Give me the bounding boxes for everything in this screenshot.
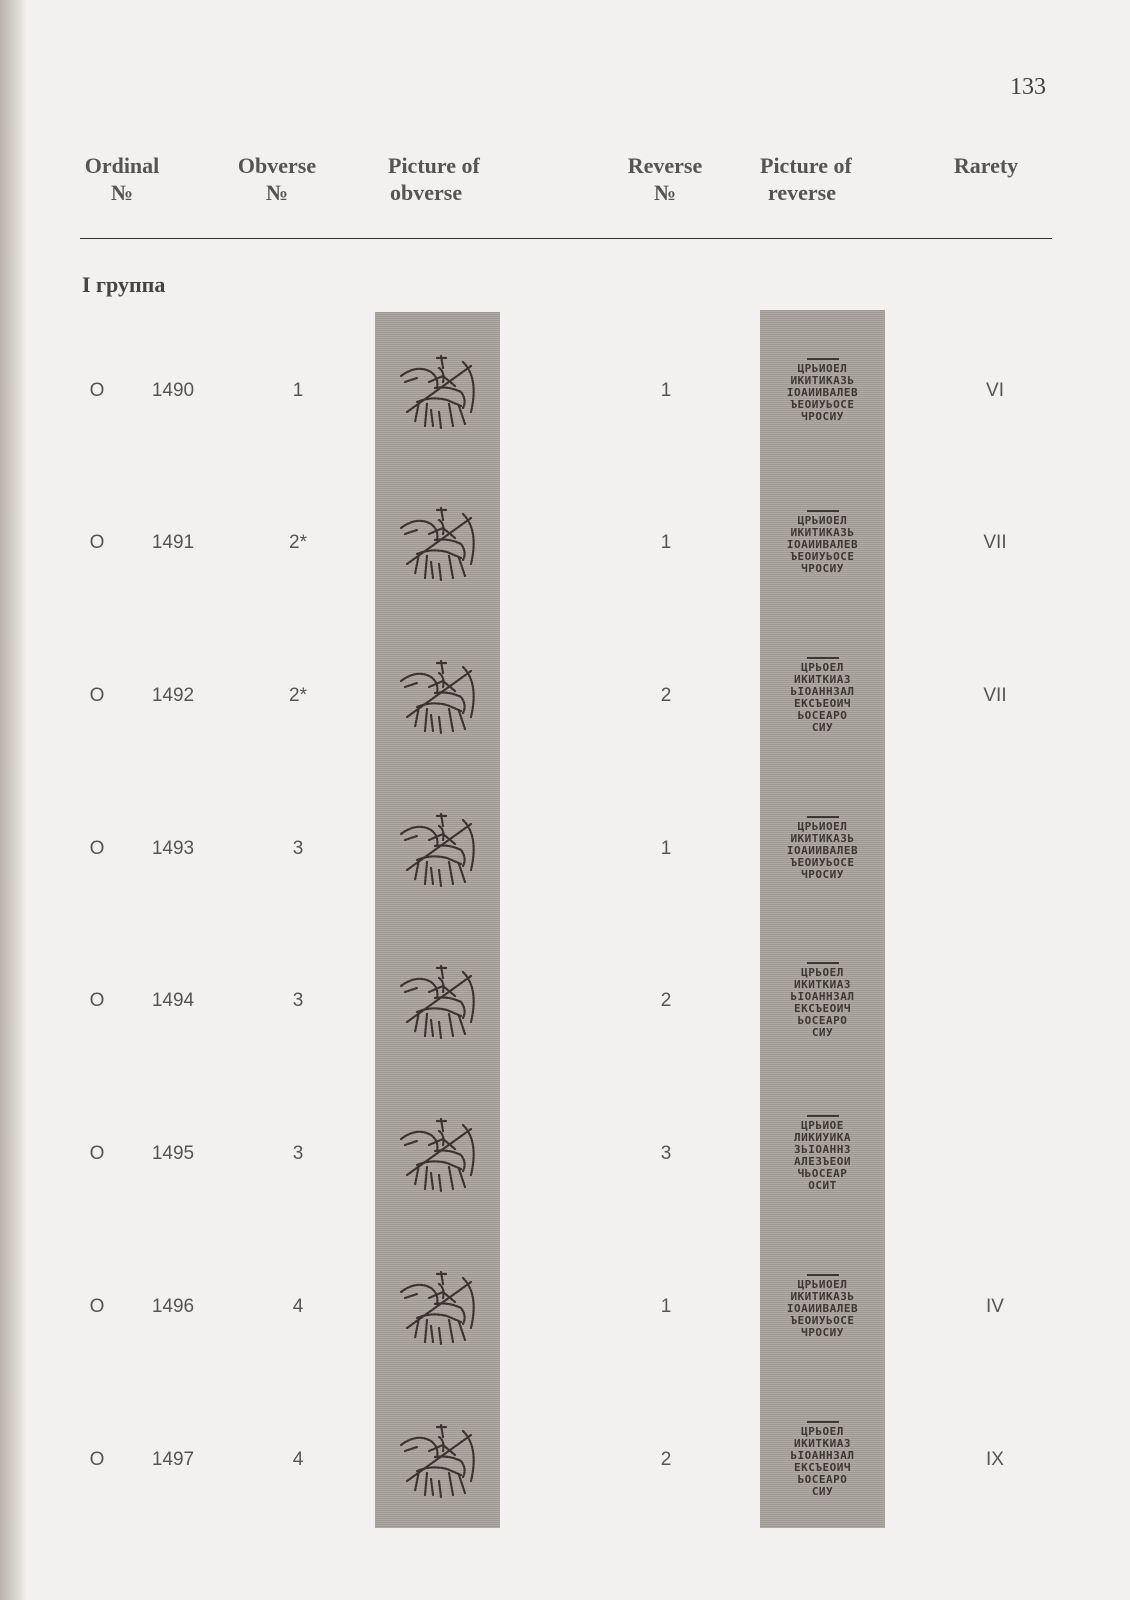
row-ordinal: 1491 [151, 532, 195, 553]
row-ordinal: 1490 [151, 380, 195, 401]
reverse-legend-line: СИУ [811, 1025, 834, 1039]
row-prefix: O [89, 990, 105, 1011]
header-obverse [232, 152, 322, 206]
reverse-legend-line: ИКИТИКАЗЬ [790, 1289, 855, 1303]
reverse-legend [760, 962, 885, 1039]
reverse-legend-line: ЕКСЪЕОИЧ [794, 1001, 851, 1015]
row-reverse-number: 2 [660, 685, 672, 706]
row-prefix: O [89, 1296, 105, 1317]
reverse-legend-line: ЪЕОИУЬОСЕ [790, 549, 855, 563]
legend-titlo-mark [807, 1274, 839, 1276]
reverse-legend [760, 1421, 885, 1498]
row-rarety: IX [986, 1449, 1004, 1470]
reverse-legend [760, 657, 885, 734]
row-prefix: O [89, 380, 105, 401]
row-obverse-number: 4 [292, 1449, 304, 1470]
row-ordinal: 1497 [151, 1449, 195, 1470]
legend-titlo-mark [807, 1115, 839, 1117]
reverse-legend [760, 358, 885, 423]
group-title: I группа [82, 272, 166, 297]
legend-titlo-mark [807, 816, 839, 818]
reverse-legend-line: ЛИКИУИКА [794, 1130, 851, 1144]
row-prefix: O [89, 1143, 105, 1164]
reverse-legend-line: ЗЬІОАННЗ [794, 1142, 851, 1156]
reverse-legend-line: ЬОСЕАРО [797, 708, 848, 722]
reverse-legend [760, 1274, 885, 1339]
reverse-legend-line: ИКИТИКАЗЬ [790, 831, 855, 845]
header-picture-obverse-line2: obverse [390, 180, 463, 205]
header-reverse [620, 152, 710, 206]
legend-titlo-mark [807, 358, 839, 360]
header-rule [80, 238, 1052, 239]
reverse-legend-line: ЧРОСИУ [801, 409, 844, 423]
reverse-legend-line: ИКИТКИАЗ [794, 1436, 851, 1450]
reverse-legend-line: ИКИТКИАЗ [794, 977, 851, 991]
horseman-icon [387, 647, 487, 747]
row-ordinal: 1496 [151, 1296, 195, 1317]
reverse-legend-line: ИКИТИКАЗЬ [790, 373, 855, 387]
reverse-legend-line: ІОАИИВАЛЕВ [786, 843, 859, 857]
reverse-legend-line: ЬІОАННЗАЛ [790, 989, 855, 1003]
reverse-legend-line: ЬОСЕАРО [797, 1472, 848, 1486]
reverse-legend-line: ЦРЬОЕЛ [801, 660, 844, 674]
reverse-legend-line: СИУ [811, 1484, 834, 1498]
row-ordinal: 1495 [151, 1143, 195, 1164]
reverse-legend-line: ЦРЬИОЕЛ [797, 1277, 848, 1291]
header-ordinal [78, 152, 166, 206]
row-reverse-number: 3 [660, 1143, 672, 1164]
row-rarety: VI [986, 380, 1004, 401]
reverse-legend-line: ЧРОСИУ [801, 561, 844, 575]
reverse-legend-line: ЦРЬИОЕЛ [797, 513, 848, 527]
reverse-legend-line: ІОАИИВАЛЕВ [786, 1301, 859, 1315]
reverse-legend-line: ЦРЬИОЕ [801, 1118, 844, 1132]
reverse-legend [760, 816, 885, 881]
header-obverse-line2: № [265, 180, 289, 205]
row-ordinal: 1494 [151, 990, 195, 1011]
legend-titlo-mark [807, 510, 839, 512]
row-reverse-number: 2 [660, 1449, 672, 1470]
legend-titlo-mark [807, 1421, 839, 1423]
reverse-legend-line: ЪЕОИУЬОСЕ [790, 397, 855, 411]
reverse-legend-line: ЧРОСИУ [801, 1325, 844, 1339]
reverse-legend-line: АЛЕЗЪЕОИ [794, 1154, 851, 1168]
row-obverse-number: 3 [292, 990, 304, 1011]
reverse-legend-line: ИКИТИКАЗЬ [790, 525, 855, 539]
horseman-icon [387, 1258, 487, 1358]
row-reverse-number: 1 [660, 532, 672, 553]
header-picture-obverse-line1: Picture of [388, 153, 480, 178]
reverse-legend-line: ЬІОАННЗАЛ [790, 1448, 855, 1462]
reverse-legend-line: ІОАИИВАЛЕВ [786, 385, 859, 399]
horseman-icon [387, 1411, 487, 1511]
reverse-legend-line: ЧРОСИУ [801, 867, 844, 881]
horseman-icon [387, 800, 487, 900]
reverse-image-strip [760, 310, 885, 1528]
header-obverse-line1: Obverse [237, 153, 317, 178]
horseman-icon [387, 494, 487, 594]
row-prefix: O [89, 838, 105, 859]
row-prefix: O [89, 532, 105, 553]
page-number: 133 [1010, 74, 1046, 100]
reverse-legend-line: ЪЕОИУЬОСЕ [790, 1313, 855, 1327]
header-picture-reverse-line2: reverse [768, 180, 836, 205]
header-reverse-line2: № [653, 180, 677, 205]
row-ordinal: 1492 [151, 685, 195, 706]
row-reverse-number: 2 [660, 990, 672, 1011]
header-picture-reverse [760, 152, 870, 206]
row-ordinal: 1493 [151, 838, 195, 859]
reverse-legend-line: ЬОСЕАРО [797, 1013, 848, 1027]
header-rarety-line1: Rarety [953, 153, 1019, 178]
reverse-legend-line: ЦРЬИОЕЛ [797, 361, 848, 375]
reverse-legend-line: ЕКСЪЕОИЧ [794, 696, 851, 710]
reverse-legend-line: ІОАИИВАЛЕВ [786, 537, 859, 551]
row-reverse-number: 1 [660, 380, 672, 401]
row-prefix: O [89, 1449, 105, 1470]
horseman-icon [387, 342, 487, 442]
reverse-legend-line: ЪЕОИУЬОСЕ [790, 855, 855, 869]
horseman-icon [387, 952, 487, 1052]
row-prefix: O [89, 685, 105, 706]
horseman-icon [387, 1105, 487, 1205]
reverse-legend-line: ЦРЬОЕЛ [801, 965, 844, 979]
reverse-legend-line: ЦРЬОЕЛ [801, 1424, 844, 1438]
row-reverse-number: 1 [660, 1296, 672, 1317]
header-picture-obverse [388, 152, 498, 206]
reverse-legend-line: СИУ [811, 720, 834, 734]
header-picture-reverse-line1: Picture of [760, 153, 852, 178]
row-obverse-number: 2* [289, 532, 307, 553]
legend-titlo-mark [807, 962, 839, 964]
row-obverse-number: 4 [292, 1296, 304, 1317]
reverse-legend [760, 1115, 885, 1192]
row-obverse-number: 1 [292, 380, 304, 401]
book-binding-shadow [0, 0, 26, 1600]
row-reverse-number: 1 [660, 838, 672, 859]
row-obverse-number: 3 [292, 1143, 304, 1164]
row-obverse-number: 2* [289, 685, 307, 706]
header-ordinal-line2: № [110, 180, 134, 205]
reverse-legend [760, 510, 885, 575]
row-rarety: VII [983, 532, 1007, 553]
reverse-legend-line: ОСИТ [808, 1178, 837, 1192]
reverse-legend-line: ЧЬОСЕАР [797, 1166, 848, 1180]
reverse-legend-line: ИКИТКИАЗ [794, 672, 851, 686]
row-obverse-number: 3 [292, 838, 304, 859]
row-rarety: VII [983, 685, 1007, 706]
header-ordinal-line1: Ordinal [84, 153, 160, 178]
reverse-legend-line: ЬІОАННЗАЛ [790, 684, 855, 698]
legend-titlo-mark [807, 657, 839, 659]
reverse-legend-line: ЕКСЪЕОИЧ [794, 1460, 851, 1474]
header-reverse-line1: Reverse [627, 153, 703, 178]
reverse-legend-line: ЦРЬИОЕЛ [797, 819, 848, 833]
header-rarety [946, 152, 1026, 179]
row-rarety: IV [986, 1296, 1004, 1317]
